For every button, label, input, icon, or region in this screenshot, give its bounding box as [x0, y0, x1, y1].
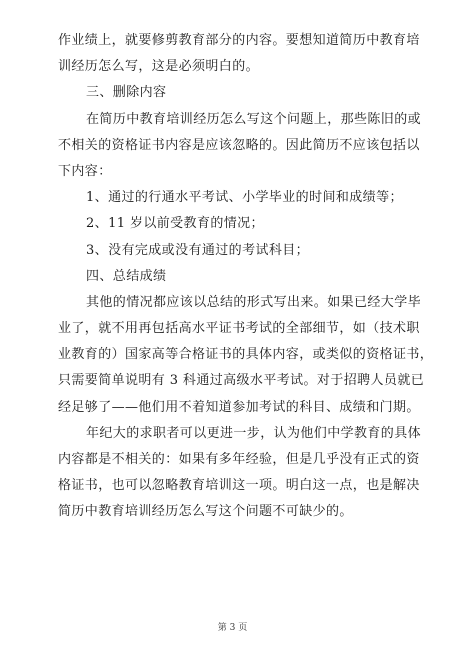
text-line: 四、总结成绩 [86, 268, 167, 284]
text-line: 只需要简单说明有 3 科通过高级水平考试。对于招聘人员就已 [58, 373, 425, 389]
page-number: 第 3 页 [217, 623, 248, 633]
text-line: 简历中教育培训经历怎么写这个问题不可缺少的。 [58, 504, 353, 520]
text-line: 作业绩上，就要修剪教育部分的内容。要想知道简历中教育培 [58, 33, 420, 48]
text-line: 业教育的）国家高等合格证书的具体内容，或类似的资格证书， [58, 347, 434, 363]
text-line: 其他的情况都应该以总结的形式写出来。如果已经大学毕 [86, 294, 422, 310]
text-line: 2、11 岁以前受教育的情况； [86, 216, 264, 232]
document-body [58, 28, 434, 526]
text-line: 3、没有完成或没有通过的考试科目； [86, 242, 310, 258]
text-line: 训经历怎么写，这是必须明白的。 [58, 59, 260, 75]
text-line: 下内容： [58, 163, 112, 179]
text-line: 1、通过的行通水平考试、小学毕业的时间和成绩等； [86, 190, 403, 206]
text-line: 年纪大的求职者可以更进一步，认为他们中学教育的具体 [86, 425, 422, 441]
text-line: 不相关的资格证书内容是应该忽略的。因此简历不应该包括以 [58, 137, 420, 153]
text-line: 业了，就不用再包括高水平证书考试的全部细节，如（技术职 [58, 321, 420, 337]
text-line: 经足够了——他们用不着知道参加考试的科目、成绩和门期。 [58, 399, 420, 415]
text-line: 在简历中教育培训经历怎么写这个问题上，那些陈旧的或 [86, 111, 422, 127]
text-line: 格证书，也可以忽略教育培训这一项。明白这一点，也是解决 [58, 478, 420, 494]
text-line: 内容都是不相关的：如果有多年经验，但是几乎没有正式的资 [58, 452, 420, 467]
text-line: 三、删除内容 [86, 85, 167, 101]
